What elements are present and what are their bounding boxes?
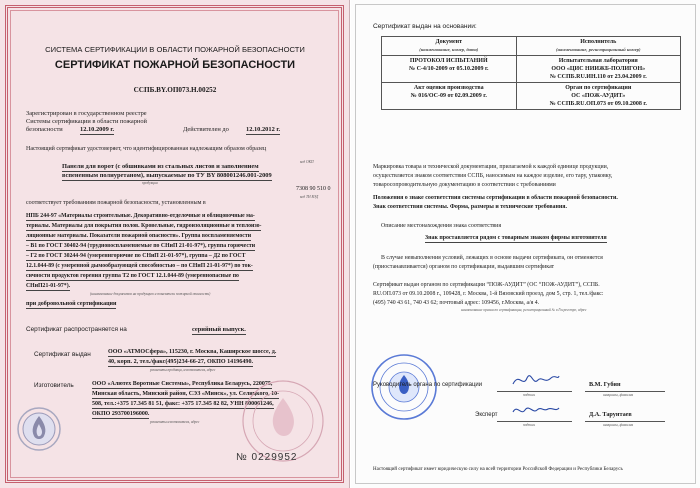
basis-table — [381, 36, 681, 110]
requirements-line: СНиП21-01-97*). — [26, 283, 71, 289]
table-row — [382, 56, 681, 83]
header-title: Документ — [435, 39, 463, 45]
manufacturer-caption: реквизиты изготовителя, адрес — [150, 420, 200, 424]
registered-text-2: Системы сертификации в области пожарной — [26, 118, 147, 125]
distribution-value: серийный выпуск. — [192, 326, 246, 333]
cell-line: ПРОТОКОЛ ИСПЫТАНИЙ — [409, 58, 488, 64]
requirements-line: – Г2 по ГОСТ 30244-94 (умереннгорючие по СНиП 21-01-97*), группа – Д2 по ГОСТ — [26, 253, 246, 259]
header-title: Исполнитель — [580, 39, 617, 45]
registered-date: 12.10.2009 г. — [80, 126, 115, 133]
cell-line: Орган по сертификации — [565, 85, 632, 91]
name-caption: инициалы, фамилия — [603, 393, 634, 397]
valid-date: 12.10.2012 г. — [246, 126, 281, 133]
valid-label: Действителен до — [183, 126, 229, 133]
cell-line: ООО «ЦИС НИИЖБ-ПОЛИГОН» — [551, 66, 646, 72]
table-cell-executor — [516, 83, 680, 110]
product-line-2: вспененным полиуретаном), выпускаемые по ТУ BY 808001246.001-2009 — [62, 172, 272, 179]
header-subtitle: (наименование, регистрационный номер) — [555, 47, 641, 52]
cell-line: Испытательная лаборатория — [558, 58, 638, 64]
table-cell-document — [382, 56, 517, 83]
tnved-label: код ТН ВЭД — [300, 195, 319, 199]
marking-rule-line: Знак соответствия системы. Форма, размеры и технические требования. — [373, 204, 567, 210]
issued-to-caption: реквизиты продавца, изготовителя, адрес — [150, 368, 216, 372]
mark-place-value: Знак проставляется рядом с товарным знаком фирмы изготовителя — [425, 235, 607, 241]
registered-text-1: Зарегистрирован в государственном реестре — [26, 110, 147, 117]
cell-line: № ССПБ.RU.ИН.110 от 23.04.2009 г. — [549, 74, 647, 80]
sign-caption: подпись — [523, 423, 536, 427]
certificate-number: ССПБ.BY.ОП073.Н.00252 — [133, 86, 217, 94]
table-header-row — [382, 37, 681, 56]
cell-line: № 016/ОС-09 от 02.09.2009 г. — [410, 93, 487, 99]
registered-text-3: безопасности — [26, 126, 63, 133]
manufacturer-line: Минская область, Минский район, СЭЗ «Минск», ул. Селицкого, 10- — [92, 391, 280, 397]
manufacturer-line: 508, тел.:+375 17.345 81 51, факс: +375 17.345 82 82, УНН 800001246, — [92, 401, 274, 407]
head-name-line — [585, 391, 665, 392]
head-signature-icon — [511, 370, 561, 390]
head-label: Руководитель органа по сертификации — [373, 382, 483, 388]
requirements-line: – В1 по ГОСТ 30402-94 (трудновоспламеняемые по СНиП 21-01-97*), группа горючести — [26, 243, 256, 249]
violation-line: В случае нeвыполнения условий, лежащих в основе выдачи сертификата, он отменяется — [381, 255, 603, 261]
certifies-text: Настоящий сертификат удостоверяет, что идентифицированная надлежащим образом образец — [26, 146, 267, 152]
violation-line: (приостанавливается) органом по сертификации, выдавшим сертификат — [373, 264, 555, 270]
manufacturer-label: Изготовитель — [34, 382, 74, 389]
table-cell-executor — [516, 56, 680, 83]
requirements-line: сичности продуктов горения группа Т2 по ГОСТ 12.1.044-89 (умереннопасные по — [26, 273, 239, 279]
issued-to-line: ООО «АТМОСфера», 115230, г. Москва, Каширское шоссе, д. — [108, 349, 277, 355]
cell-line: ОС «ПОЖ-АУДИТ» — [571, 93, 626, 99]
expert-label: Эксперт — [475, 412, 498, 418]
product-line-1: Панели для ворот (с обшивками из стальных листов и заполнением — [62, 163, 259, 170]
expert-name: Д.А. Тарунтаев — [589, 411, 632, 418]
table-cell-document — [382, 83, 517, 110]
expert-signature-line — [497, 421, 572, 422]
marking-paragraph-line: осуществляется знаком соответствия ССПБ, наносимым на каждое изделие, его тару, упаковку, — [373, 173, 613, 179]
header-subtitle: (наименование, номер, дата) — [419, 47, 479, 52]
table-row — [382, 83, 681, 110]
issuer-line: (495) 740 43 61, 740 43 62; почтовый адрес: 109456, г.Москва, а/я 4. — [373, 300, 540, 306]
requirements-caption: (наименование документов на продукцию и показатели пожарной опасности) — [90, 292, 211, 296]
system-header: СИСТЕМА СЕРТИФИКАЦИИ В ОБЛАСТИ ПОЖАРНОЙ БЕЗОПАСНОСТИ — [45, 45, 305, 54]
fire-safety-emblem-icon — [16, 406, 62, 452]
requirements-line: НПБ 244-97 «Материалы строительные. Декоративно-отделочные и облицовочные ма- — [26, 213, 255, 219]
head-name: В.М. Губин — [589, 381, 621, 388]
issued-to-label: Сертификат выдан — [34, 351, 91, 358]
table-header-document — [382, 37, 517, 56]
serial-number: № 0229952 — [236, 452, 298, 463]
name-caption: инициалы, фамилия — [603, 423, 634, 427]
sign-caption: подпись — [523, 393, 536, 397]
basis-heading: Сертификат выдан на основании: — [373, 23, 477, 30]
marking-paragraph-line: товаросопроводительную документацию в соответствии с требованиями — [373, 182, 556, 188]
cell-line: № ССПБ.RU.ОП.073 от 09.10.2008 г. — [549, 101, 647, 107]
issuer-caption: наименование органа по сертификации, регистрационный № в Госреестре, адрес — [461, 308, 587, 312]
requirements-line: 12.1.044-89 (с умеренной дымообразующей способностью – по СНиП 21-01-97*) по ток- — [26, 263, 253, 269]
okp-code: 7308 90 510 0 — [296, 186, 331, 192]
expert-name-line — [585, 421, 665, 422]
marking-paragraph-line: Маркировка товара и технической документации, прилагаемой к каждой единице продукции, — [373, 164, 609, 170]
okp-label: код ОКП — [300, 160, 314, 164]
expert-signature-icon — [511, 400, 561, 420]
head-signature-line — [497, 391, 572, 392]
marking-rule-line: Положения о знаке соответствия системы сертификации в области пожарной безопасности. — [373, 195, 618, 201]
certificate-title: СЕРТИФИКАТ ПОЖАРНОЙ БЕЗОПАСНОСТИ — [54, 59, 296, 71]
manufacturer-line: ОКПО 293700196000. — [92, 411, 150, 417]
distribution-label: Сертификат распространяется на — [26, 326, 127, 333]
cell-line: № С-4/10-2009 от 05.10.2009 г. — [409, 66, 489, 72]
issuer-line: RU.ОП.073 от 09.10.2008 г., 109428, г. Москва, 1-й Вязовский проезд, дом 5, стр. 1, тел./факс: — [373, 291, 604, 297]
requirements-line: териалы. Материалы для покрытия полов. Кровельные, гидроизоляционные и теплоизо- — [26, 223, 262, 229]
mark-place-heading: Описание местонахождения знака соответствия — [381, 223, 502, 229]
issuer-line: Сертификат выдан органом по сертификации “ПОЖ-АУДИТ” (ОС “ПОЖ-АУДИТ”), ССПБ. — [373, 282, 600, 288]
product-caption: продукция — [142, 181, 158, 185]
cell-line: Акт оценки производства — [413, 85, 484, 91]
footer-note: Настоящий сертификат имеет юридическую силу на всей территории Российской Федерации и Республики Беларусь — [373, 467, 623, 472]
issued-to-line: 40, корп. 2, тел./факс(495)234-66-27, ОКПО 14196490. — [108, 359, 254, 365]
manufacturer-line: ООО «Алютех Воротные Системы», Республика Беларусь, 220075, — [92, 381, 273, 387]
certification-scheme: при добровольной сертификации — [26, 301, 117, 307]
conforms-text: соответствует требованиям пожарной безопасности, установленным в — [26, 200, 206, 206]
requirements-line: ляционные материалы. Показатели пожарной опасности». Группа воспламеняемости — [26, 233, 252, 239]
table-header-executor — [516, 37, 680, 56]
certificate-back — [351, 0, 700, 488]
